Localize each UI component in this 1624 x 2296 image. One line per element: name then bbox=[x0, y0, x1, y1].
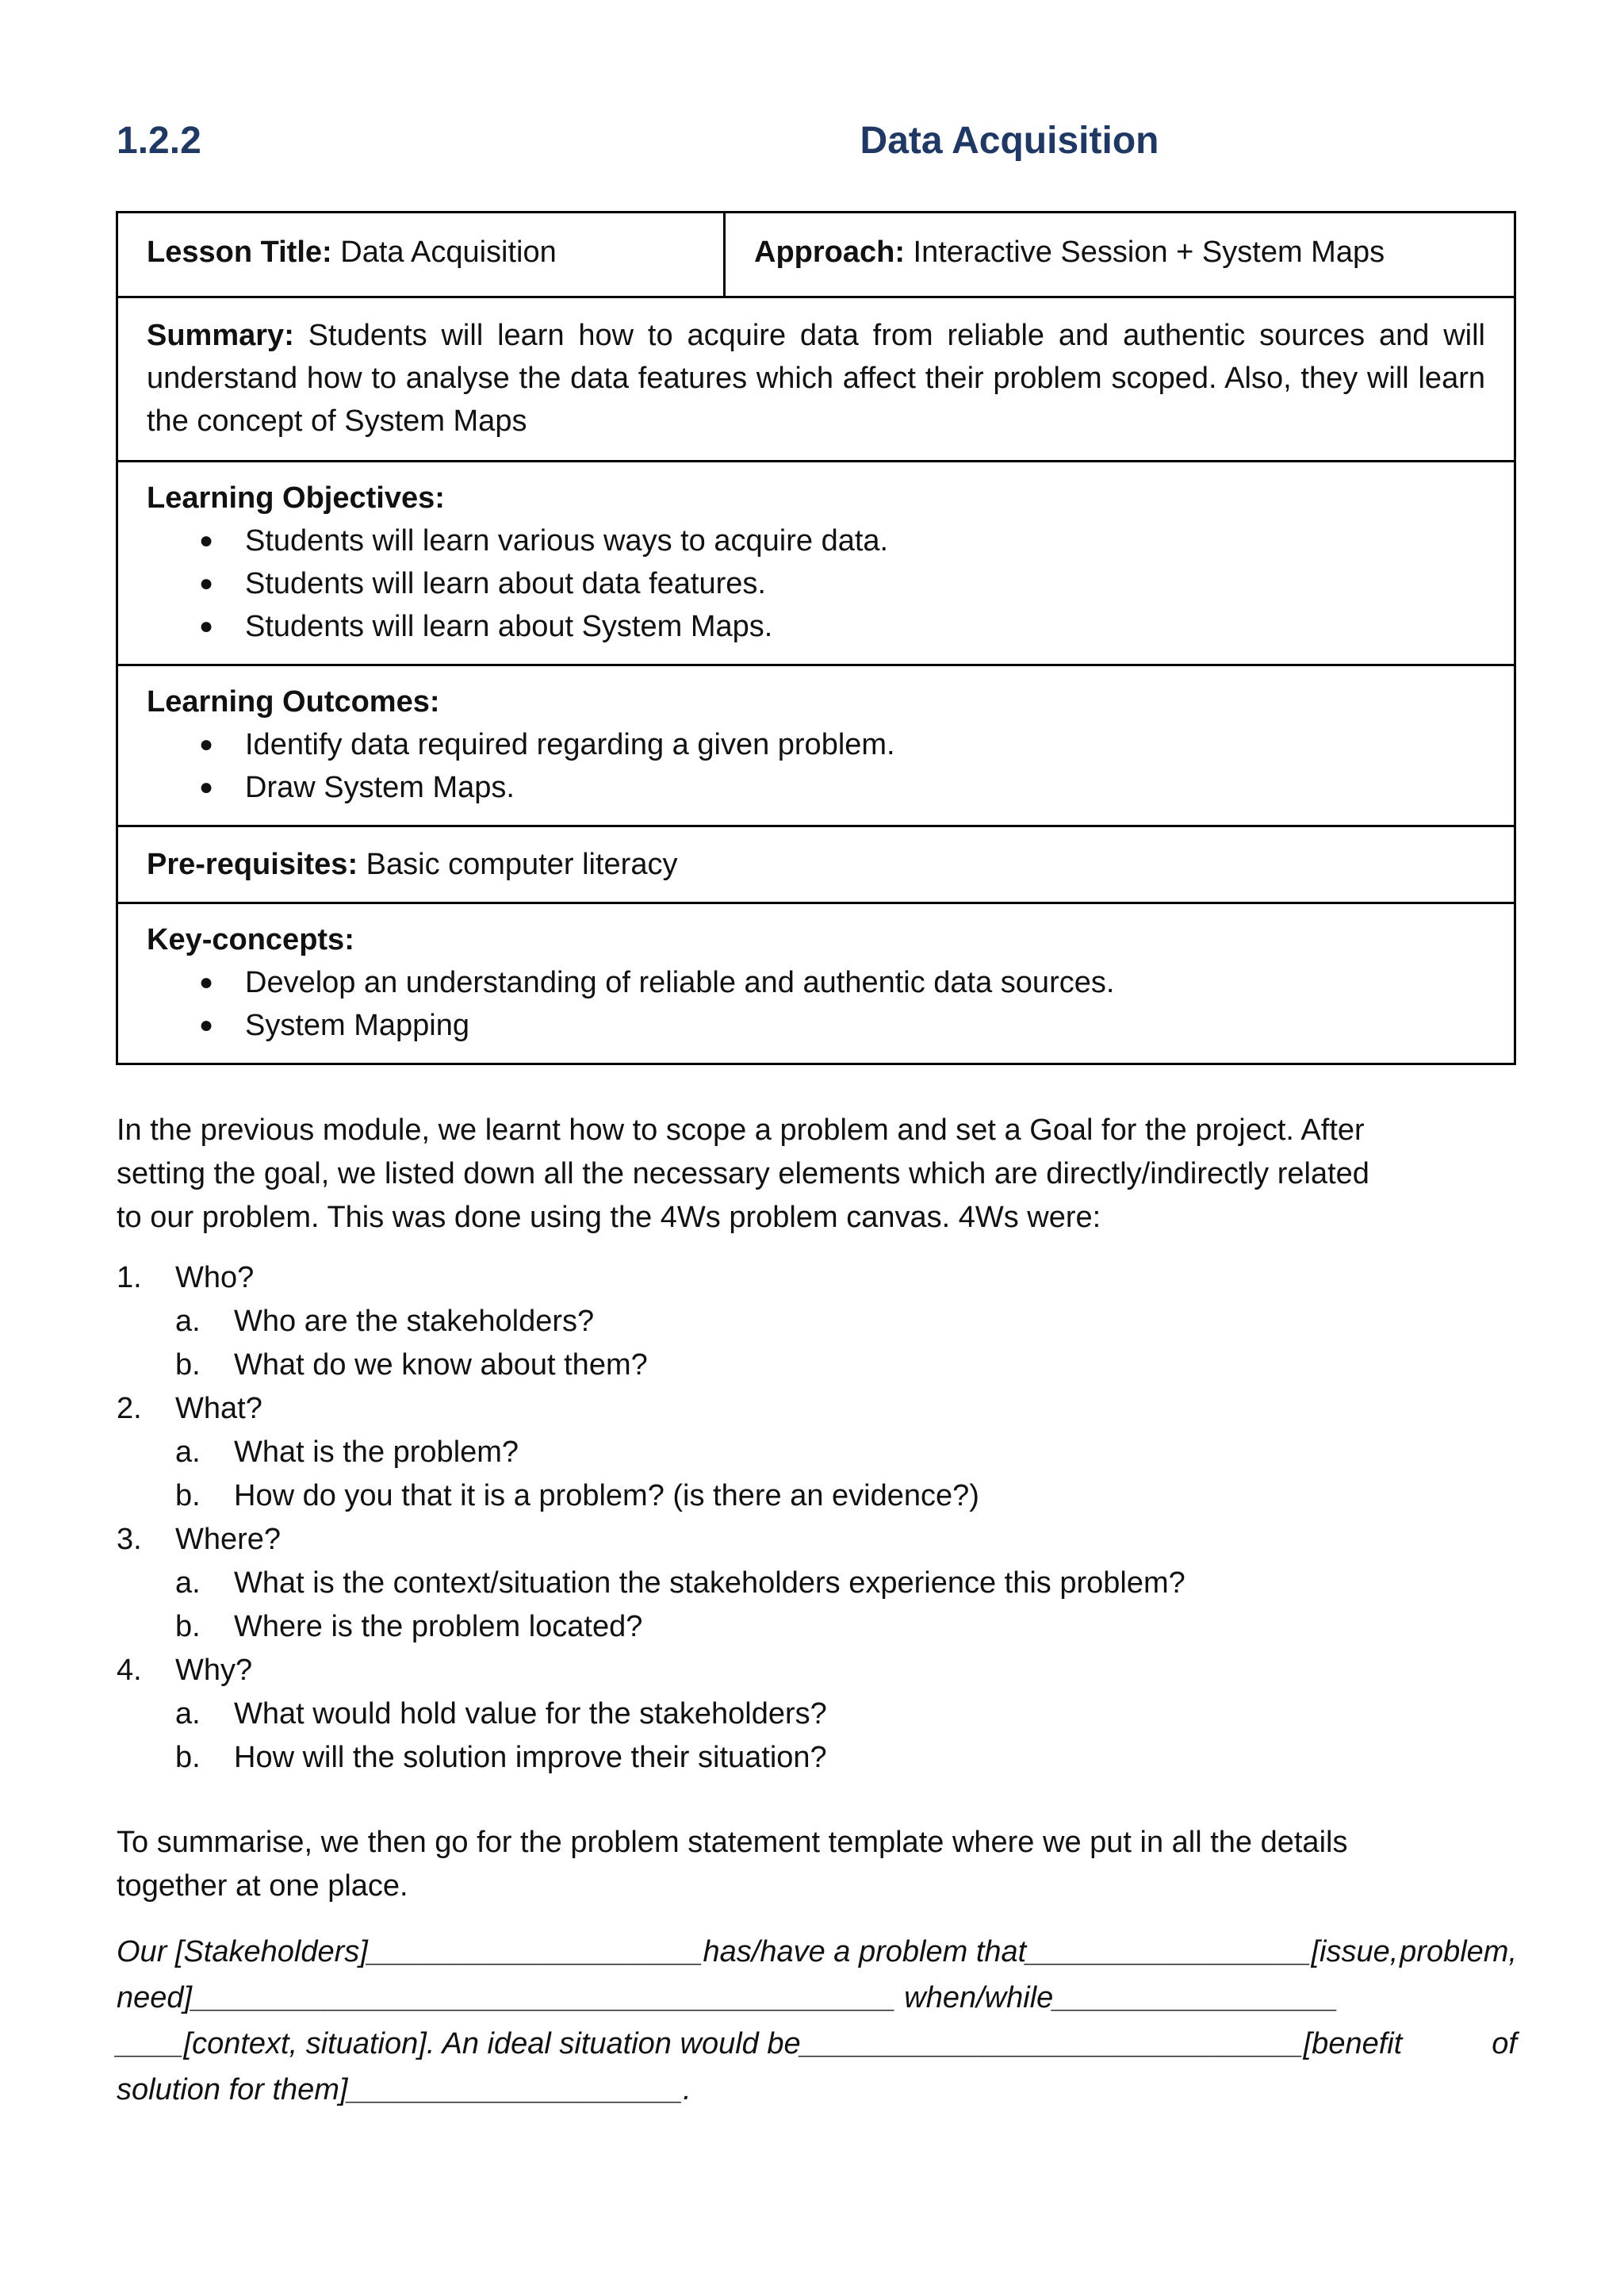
key-concepts-label: Key-concepts: bbox=[147, 923, 354, 956]
list-item: b. How do you that it is a problem? (is there an evidence?) bbox=[175, 1479, 979, 1512]
list-item: a. What is the problem? bbox=[175, 1435, 519, 1469]
list-item: b. Where is the problem located? bbox=[175, 1610, 643, 1643]
key-concepts-list bbox=[147, 961, 1485, 1047]
list-item: ● Students will learn about System Maps. bbox=[147, 605, 1485, 648]
summary-row bbox=[118, 296, 1514, 460]
section-number: 1.2.2 bbox=[117, 120, 201, 162]
bullet-icon: ● bbox=[199, 613, 214, 639]
key-concepts-row bbox=[118, 902, 1514, 1063]
list-item: ● Develop an understanding of reliable and authentic data sources. bbox=[147, 961, 1485, 1004]
template-line-4: solution for them]____________________. bbox=[117, 2073, 691, 2106]
outcomes-list bbox=[147, 723, 1485, 809]
prerequisites-label: Pre-requisites: bbox=[147, 848, 358, 881]
problem-statement-template bbox=[117, 1929, 1517, 2113]
list-item: ● Students will learn about data features. bbox=[147, 562, 1485, 605]
outcomes-row bbox=[118, 664, 1514, 825]
list-item: a. What is the context/situation the stakeholders experience this problem? bbox=[175, 1566, 1185, 1600]
template-line-1: Our [Stakeholders]____________________has/have a problem that_________________[issue, problem, bbox=[117, 1935, 1517, 1968]
bullet-icon: ● bbox=[199, 570, 214, 596]
list-item: 4. Why? a. What would hold value for the stakeholders? b. How will the solution improve their situation? bbox=[117, 1649, 1517, 1780]
bullet-icon: ● bbox=[199, 731, 214, 757]
bullet-icon: ● bbox=[199, 774, 214, 800]
lesson-title-cell bbox=[118, 213, 726, 296]
lesson-title-value: Data Acquisition bbox=[331, 236, 557, 269]
bullet-icon: ● bbox=[199, 969, 214, 995]
prerequisites-row bbox=[118, 825, 1514, 902]
outcomes-label: Learning Outcomes: bbox=[147, 685, 440, 719]
prerequisites-value: Basic computer literacy bbox=[358, 848, 678, 881]
list-item: a. Who are the stakeholders? bbox=[175, 1305, 595, 1338]
lesson-title-label: Lesson Title: bbox=[147, 236, 332, 269]
summary-label: Summary: bbox=[147, 319, 294, 352]
list-item: a. What would hold value for the stakeholders? bbox=[175, 1697, 827, 1731]
objectives-list bbox=[147, 519, 1485, 648]
list-item: 3. Where? a. What is the context/situation the stakeholders experience this problem? b. Where is the problem located? bbox=[117, 1518, 1517, 1649]
list-item: ● Students will learn various ways to acquire data. bbox=[147, 519, 1485, 562]
bullet-icon: ● bbox=[199, 1012, 214, 1038]
objectives-row bbox=[118, 460, 1514, 664]
list-item: b. How will the solution improve their situation? bbox=[175, 1741, 827, 1774]
list-item: b. What do we know about them? bbox=[175, 1348, 648, 1382]
approach-cell bbox=[726, 213, 1514, 296]
title-approach-row bbox=[118, 213, 1514, 296]
summary-paragraph: To summarise, we then go for the problem statement template where we put in all the details together at one place. bbox=[117, 1826, 1348, 1903]
list-item: 1. Who? a. Who are the stakeholders? b. What do we know about them? bbox=[117, 1256, 1517, 1387]
list-item: ● Identify data required regarding a given problem. bbox=[147, 723, 1485, 766]
approach-value: Interactive Session + System Maps bbox=[905, 236, 1385, 269]
bullet-icon: ● bbox=[199, 527, 214, 554]
page-title: Data Acquisition bbox=[860, 120, 1159, 162]
list-item: 2. What? a. What is the problem? b. How do you that it is a problem? (is there an evidence?) bbox=[117, 1387, 1517, 1518]
template-line-2: need]__________________________________________ when/while_________________ bbox=[117, 1981, 1339, 2014]
list-item: ● System Mapping bbox=[147, 1004, 1485, 1047]
four-ws-list bbox=[117, 1256, 1517, 1780]
approach-label: Approach: bbox=[754, 236, 905, 269]
intro-paragraph: In the previous module, we learnt how to scope a problem and set a Goal for the project. After setting the goal, we listed down all the necessary elements which are directly/indirectly related to our problem. This was done using the 4Ws problem canvas. 4Ws were: bbox=[117, 1114, 1369, 1234]
list-item: ● Draw System Maps. bbox=[147, 766, 1485, 809]
lesson-plan-table bbox=[116, 211, 1516, 1065]
summary-text: Students will learn how to acquire data from reliable and authentic sources and will understand how to analyse the data features which affect their problem scoped. Also, they will learn the concept of System Maps bbox=[147, 319, 1485, 438]
template-line-3: ____[context, situation]. An ideal situation would be______________________________[benefit of bbox=[117, 2027, 1517, 2060]
objectives-label: Learning Objectives: bbox=[147, 481, 445, 515]
